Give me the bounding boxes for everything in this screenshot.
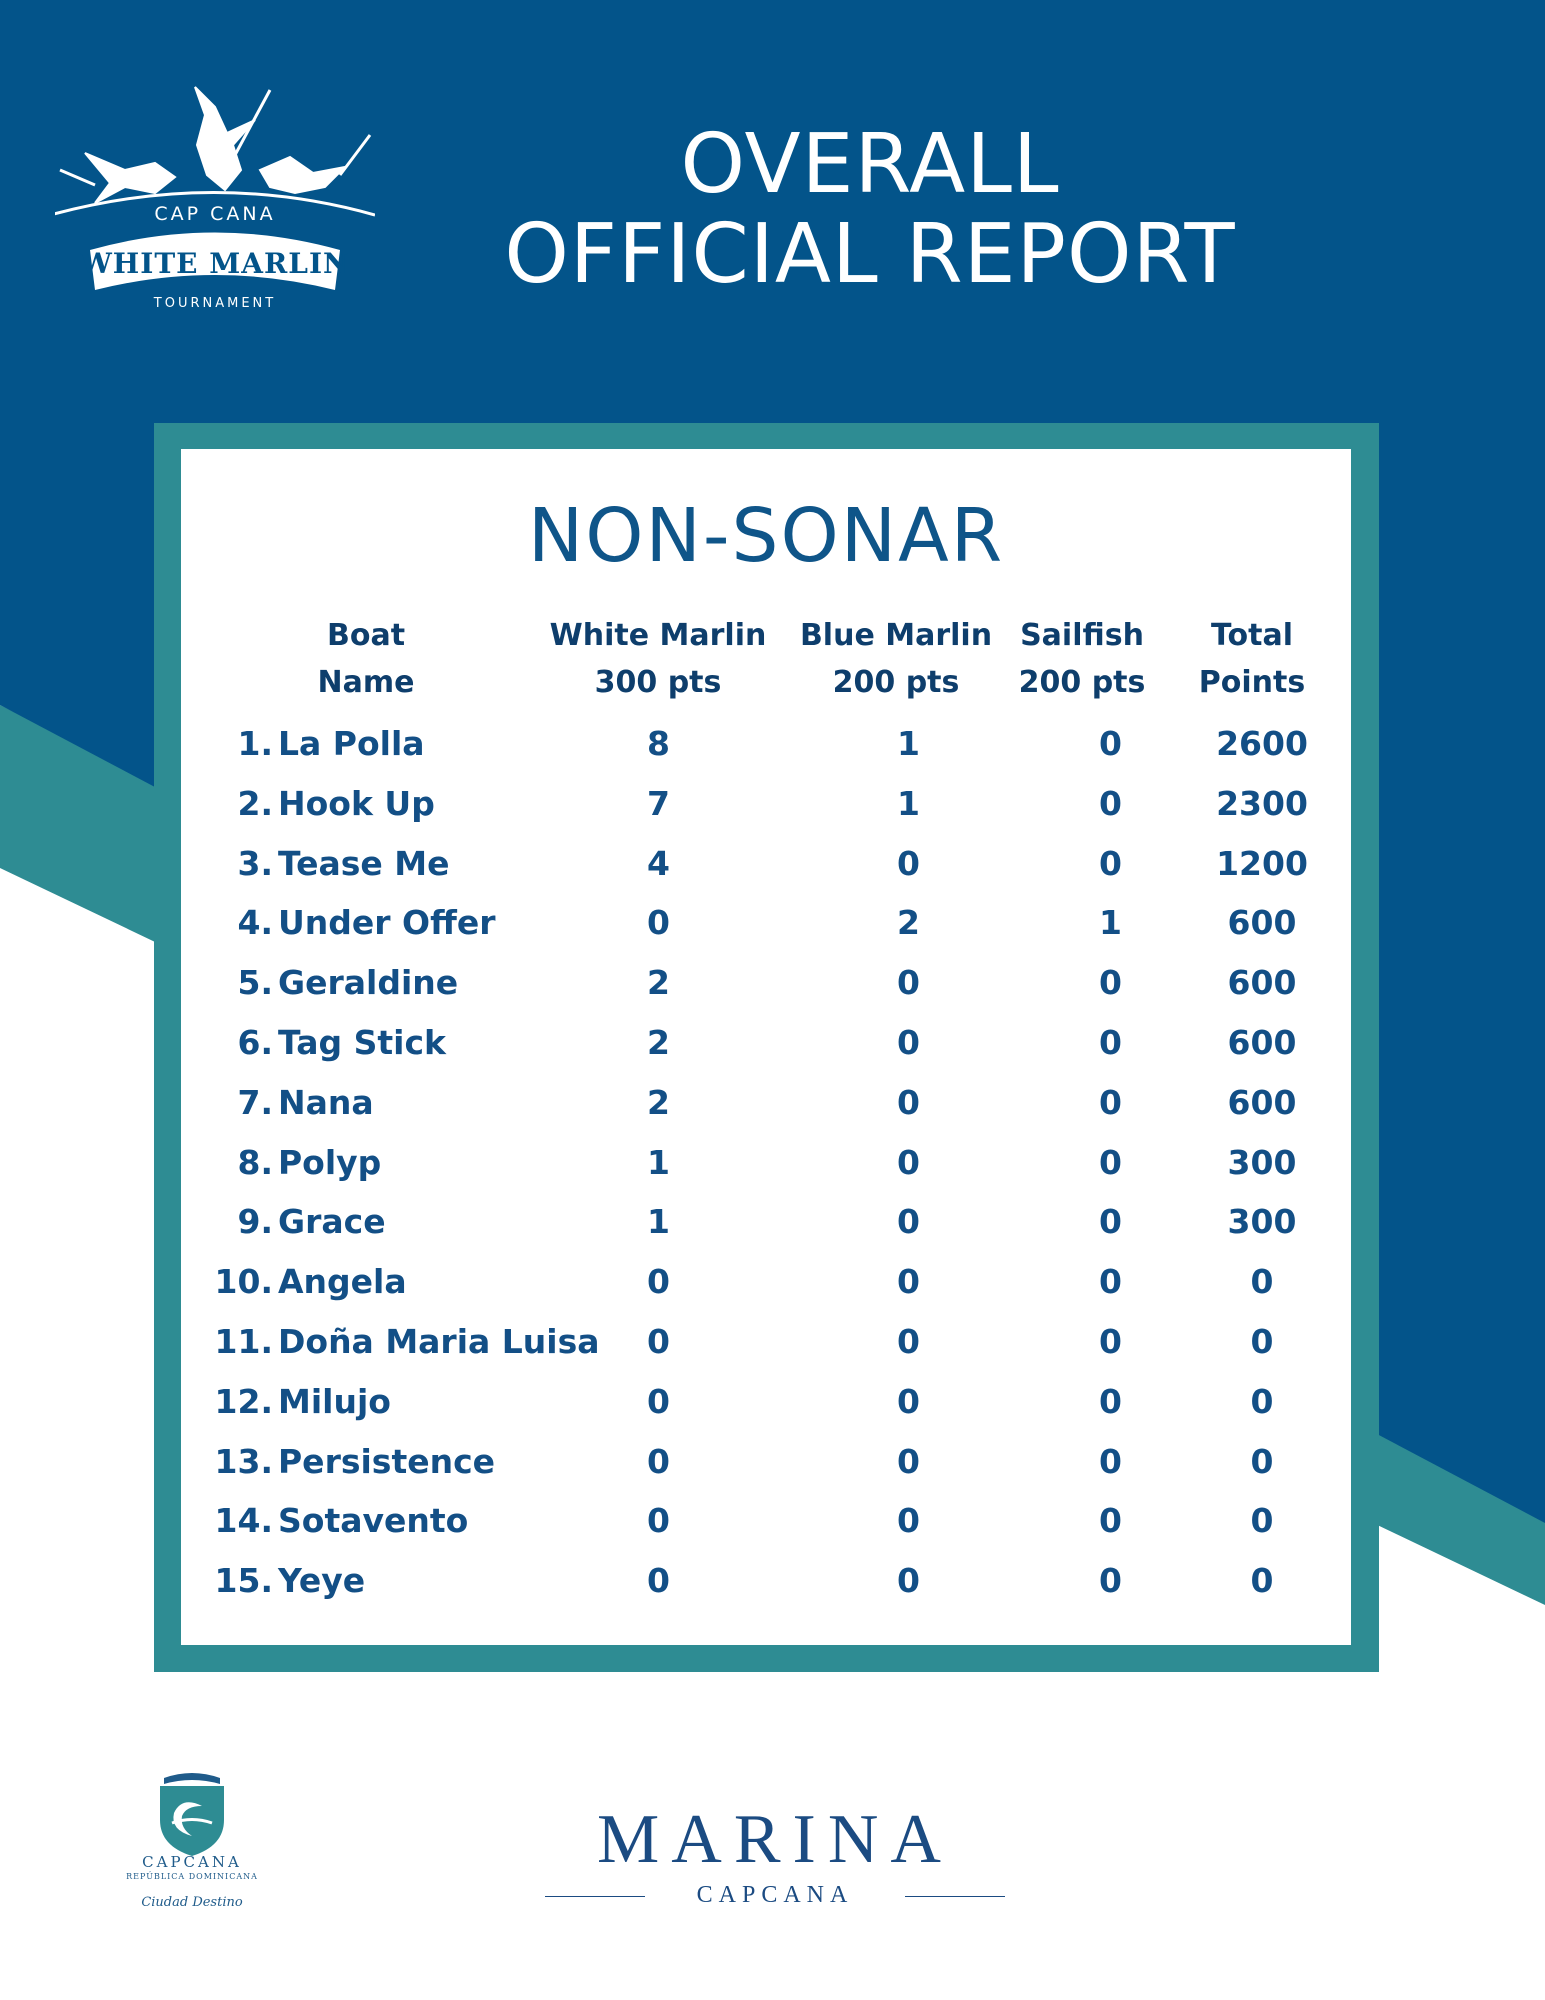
row-white-marlin: 4 [647,843,670,883]
row-total: 0 [1250,1321,1274,1361]
header-sailfish: Sailfish 200 pts [1018,618,1146,700]
row-total: 600 [1227,903,1297,943]
row-boat-name: Sotavento [278,1501,469,1541]
table-row [181,1133,1351,1193]
title-line-2: OFFICIAL REPORT [504,207,1236,302]
row-sailfish: 0 [1099,843,1122,883]
capcana-logo-tagline: Ciudad Destino [141,1895,243,1910]
row-rank: 15. [214,1561,273,1601]
row-white-marlin: 0 [647,1381,670,1421]
row-white-marlin: 0 [647,1321,670,1361]
row-rank: 9. [237,1202,273,1242]
row-total: 600 [1227,963,1297,1003]
row-total: 0 [1250,1441,1274,1481]
row-white-marlin: 0 [647,1441,670,1481]
row-boat-name: Tease Me [278,843,450,883]
row-white-marlin: 7 [647,783,670,823]
row-total: 1200 [1216,843,1308,883]
row-boat-name: Doña Maria Luisa [278,1321,600,1361]
row-sailfish: 0 [1099,963,1122,1003]
table-row [181,1372,1351,1432]
row-total: 2600 [1216,724,1308,763]
row-rank: 10. [214,1262,273,1302]
row-boat-name: Yeye [278,1561,366,1601]
row-sailfish: 0 [1099,1082,1122,1122]
marina-logo-main: MARINA [597,1801,953,1878]
table-row [181,1252,1351,1312]
marlin-center-icon [195,87,255,190]
row-white-marlin: 0 [647,1501,670,1541]
row-white-marlin: 2 [647,1022,670,1062]
row-blue-marlin: 0 [897,1142,920,1182]
table-row [181,1073,1351,1133]
row-total: 300 [1227,1202,1297,1242]
table-row [181,714,1351,774]
row-blue-marlin: 0 [897,1561,920,1601]
row-white-marlin: 1 [647,1142,670,1182]
row-blue-marlin: 0 [897,1381,920,1421]
row-boat-name: Angela [278,1262,407,1302]
row-total: 600 [1227,1022,1297,1062]
row-blue-marlin: 0 [897,1262,920,1302]
row-blue-marlin: 0 [897,1501,920,1541]
results-table-body [181,714,1351,1611]
row-rank: 1. [237,724,273,763]
row-white-marlin: 0 [647,1262,670,1302]
row-blue-marlin: 0 [897,843,920,883]
row-rank: 12. [214,1381,273,1421]
row-sailfish: 0 [1099,1321,1122,1361]
row-boat-name: Tag Stick [278,1022,446,1062]
row-sailfish: 0 [1099,1142,1122,1182]
header-boat-name: Boat Name [317,618,415,700]
table-row [181,1013,1351,1073]
row-sailfish: 0 [1099,783,1122,823]
row-sailfish: 0 [1099,1381,1122,1421]
row-boat-name: Polyp [278,1142,382,1182]
row-sailfish: 0 [1099,1501,1122,1541]
row-white-marlin: 2 [647,963,670,1003]
svg-text:CAP CANA: CAP CANA [154,203,276,225]
table-row [181,1432,1351,1492]
row-rank: 2. [237,783,273,823]
row-boat-name: Nana [278,1082,374,1122]
row-rank: 14. [214,1501,273,1541]
table-row [181,893,1351,953]
row-white-marlin: 0 [647,903,670,943]
row-boat-name: Under Offer [278,903,496,943]
svg-text:WHITE MARLIN: WHITE MARLIN [80,247,350,280]
table-row [181,834,1351,894]
row-boat-name: La Polla [278,724,425,763]
row-rank: 5. [237,963,273,1003]
row-white-marlin: 8 [647,724,670,763]
row-blue-marlin: 0 [897,1321,920,1361]
row-white-marlin: 1 [647,1202,670,1242]
row-sailfish: 0 [1099,1441,1122,1481]
row-blue-marlin: 0 [897,1202,920,1242]
header-blue-marlin: Blue Marlin 200 pts [799,618,993,700]
row-blue-marlin: 0 [897,1441,920,1481]
row-sailfish: 0 [1099,1202,1122,1242]
capcana-logo-name: CAPCANA [142,1853,242,1871]
row-total: 0 [1250,1381,1274,1421]
header-white-marlin: White Marlin 300 pts [549,618,767,700]
row-total: 0 [1250,1561,1274,1601]
row-boat-name: Grace [278,1202,386,1242]
row-total: 600 [1227,1082,1297,1122]
row-rank: 4. [237,903,273,943]
row-total: 0 [1250,1262,1274,1302]
row-sailfish: 0 [1099,1262,1122,1302]
table-row [181,1491,1351,1551]
row-blue-marlin: 0 [897,963,920,1003]
svg-text:TOURNAMENT: TOURNAMENT [153,296,277,311]
capcana-logo-country: REPÚBLICA DOMINICANA [126,1872,258,1881]
row-rank: 3. [237,843,273,883]
row-blue-marlin: 0 [897,1082,920,1122]
sailfish-right-icon [260,157,345,193]
row-blue-marlin: 1 [897,724,920,763]
results-panel [181,449,1351,1645]
row-white-marlin: 0 [647,1561,670,1601]
row-blue-marlin: 0 [897,1022,920,1062]
row-blue-marlin: 1 [897,783,920,823]
row-rank: 8. [237,1142,273,1182]
row-boat-name: Milujo [278,1381,391,1421]
row-blue-marlin: 2 [897,903,920,943]
row-rank: 13. [214,1441,273,1481]
table-row [181,774,1351,834]
marina-logo-sub [545,1882,1005,1912]
row-sailfish: 0 [1099,1022,1122,1062]
row-total: 2300 [1216,783,1308,823]
row-sailfish: 0 [1099,724,1122,763]
row-white-marlin: 2 [647,1082,670,1122]
section-title: NON-SONAR [527,493,1005,579]
table-row [181,1192,1351,1252]
white-marlin-tournament-logo [55,75,375,325]
table-row [181,1312,1351,1372]
row-total: 0 [1250,1501,1274,1541]
row-rank: 11. [214,1321,273,1361]
table-row [181,953,1351,1013]
page-title [440,117,1300,302]
row-boat-name: Persistence [278,1441,496,1481]
title-line-1: OVERALL [680,117,1060,212]
header-total-points: Total Points [1198,618,1306,700]
row-boat-name: Hook Up [278,783,435,823]
row-total: 300 [1227,1142,1297,1182]
row-rank: 6. [237,1022,273,1062]
table-row [181,1551,1351,1611]
row-rank: 7. [237,1082,273,1122]
row-sailfish: 1 [1099,903,1122,943]
row-sailfish: 0 [1099,1561,1122,1601]
row-boat-name: Geraldine [278,963,459,1003]
marina-logo-subtext: CAPCANA [696,1882,854,1908]
